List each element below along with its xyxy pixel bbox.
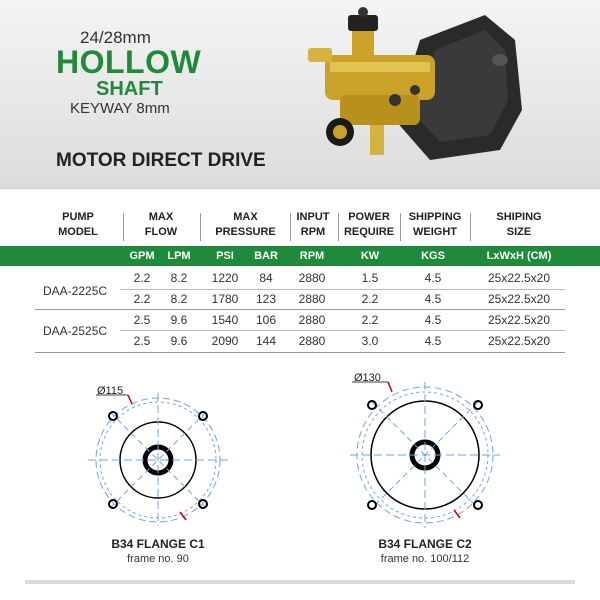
hollow-title: HOLLOW (56, 44, 202, 80)
bolt-hole (199, 412, 207, 420)
cell-kgs: 4.5 (424, 334, 442, 348)
bolt-hole (109, 500, 117, 508)
cell-kgs: 4.5 (424, 313, 442, 327)
keyway-text: KEYWAY 8mm (70, 100, 170, 117)
unit-kgs: KGS (421, 250, 445, 262)
cell-psi: 1780 (211, 292, 239, 306)
cell-kw: 2.2 (361, 313, 379, 327)
unit-rpm: RPM (299, 250, 325, 262)
cell-bar: 106 (255, 313, 277, 327)
flange-c2-frame: frame no. 100/112 (380, 553, 470, 565)
cell-bar: 144 (255, 334, 277, 348)
flange-c2-label: B34 FLANGE C2 (378, 537, 472, 551)
cell-kw: 3.0 (361, 334, 379, 348)
col-header-weight: SHIPPING WEIGHT (408, 211, 462, 238)
col-header-pressure: MAX PRESSURE (215, 211, 276, 238)
cell-kw: 1.5 (361, 271, 379, 285)
unit-bar: BAR (254, 250, 278, 262)
header-divider (338, 213, 339, 241)
cell-gpm: 2.2 (133, 271, 151, 285)
cell-psi: 2090 (211, 334, 239, 348)
cell-kw: 2.2 (361, 292, 379, 306)
col-header-flow: MAX FLOW (144, 211, 178, 238)
shaft-title: SHAFT (96, 78, 163, 100)
cell-lpm: 9.6 (170, 313, 188, 327)
cell-size: 25x22.5x20 (487, 313, 551, 327)
cell-psi: 1220 (211, 271, 239, 285)
flange-c2-diagram (350, 370, 500, 530)
flange-c2-dimension: Ø130 (354, 372, 381, 384)
unit-lpm: LPM (167, 250, 191, 262)
cell-rpm: 2880 (298, 292, 326, 306)
flange-c1-dimension: Ø115 (97, 385, 124, 397)
unit-psi: PSI (216, 250, 234, 262)
cell-bar: 84 (259, 271, 273, 285)
cell-kgs: 4.5 (424, 292, 442, 306)
footer-divider (25, 580, 575, 584)
group-divider (35, 309, 565, 310)
cell-rpm: 2880 (298, 271, 326, 285)
cell-kgs: 4.5 (424, 271, 442, 285)
row-divider (120, 289, 565, 290)
hero-banner (0, 0, 600, 189)
cell-lpm: 8.2 (170, 271, 188, 285)
cell-rpm: 2880 (298, 313, 326, 327)
cell-lpm: 9.6 (170, 334, 188, 348)
bolt-hole (109, 412, 117, 420)
cell-bar: 123 (255, 292, 277, 306)
col-header-size: SHIPING SIZE (496, 211, 542, 238)
cell-gpm: 2.5 (133, 313, 151, 327)
header-divider (290, 213, 291, 241)
col-header-power: POWER REQUIRE (343, 211, 395, 238)
model-name: DAA-2525C (43, 324, 108, 338)
table-header (38, 210, 563, 246)
cell-psi: 1540 (211, 313, 239, 327)
unit-gpm: GPM (129, 250, 155, 262)
table-bottom-line (35, 352, 565, 353)
bolt-hole (199, 500, 207, 508)
header-divider (470, 213, 471, 241)
pump-image (300, 0, 530, 185)
cell-gpm: 2.5 (133, 334, 151, 348)
flange-c1-label: B34 FLANGE C1 (111, 537, 205, 551)
header-divider (123, 213, 124, 241)
drive-title: MOTOR DIRECT DRIVE (56, 150, 266, 171)
cell-size: 25x22.5x20 (487, 292, 551, 306)
header-divider (400, 213, 401, 241)
model-name: DAA-2225C (43, 284, 108, 298)
unit-size: LxWxH (CM) (486, 250, 552, 262)
flange-c1-diagram (88, 378, 228, 528)
cell-gpm: 2.2 (133, 292, 151, 306)
cell-rpm: 2880 (298, 334, 326, 348)
col-header-rpm: INPUT RPM (296, 211, 330, 238)
header-divider (200, 213, 201, 241)
cell-lpm: 8.2 (170, 292, 188, 306)
flange-c1-frame: frame no. 90 (127, 553, 189, 565)
unit-kw: KW (360, 250, 380, 262)
shaft-size: 24/28mm (80, 28, 151, 47)
cell-size: 25x22.5x20 (487, 334, 551, 348)
row-divider (120, 330, 565, 331)
col-header-model: PUMP MODEL (58, 211, 98, 238)
cell-size: 25x22.5x20 (487, 271, 551, 285)
